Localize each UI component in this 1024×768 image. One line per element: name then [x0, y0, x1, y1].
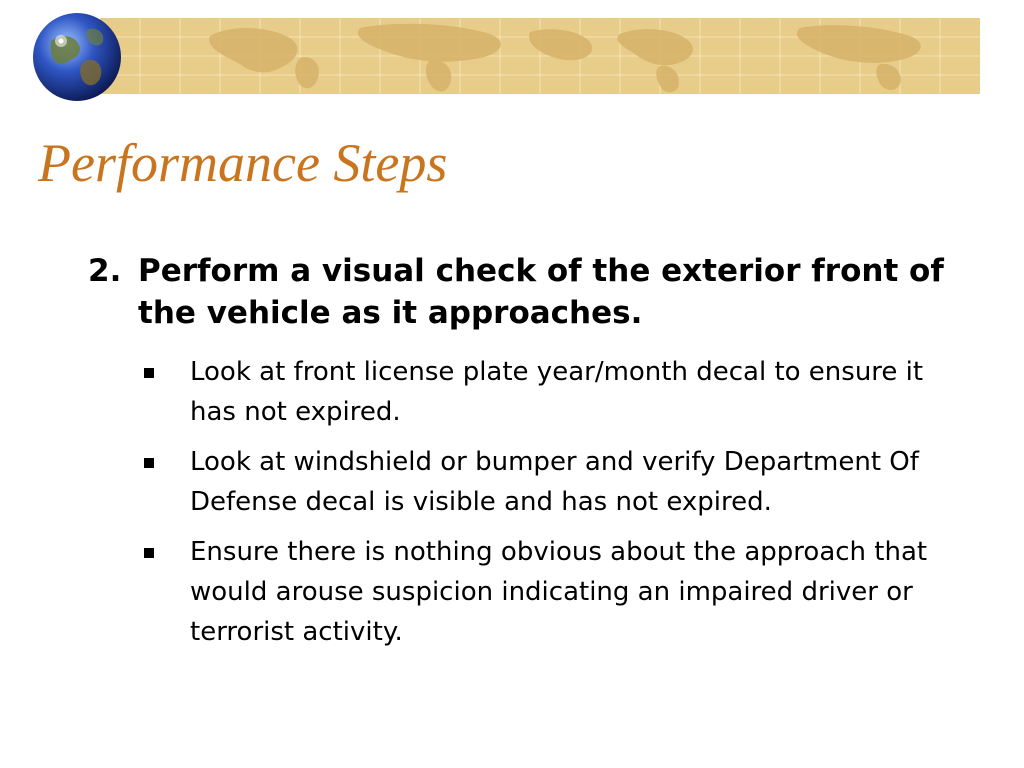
- square-bullet-icon: [140, 352, 190, 392]
- list-item: [140, 442, 940, 522]
- world-map-banner: [100, 18, 980, 94]
- square-bullet-icon: [140, 532, 190, 572]
- bullet-text: Ensure there is nothing obvious about the approach that would arouse suspicion indicating an impaired driver or terrorist activity.: [190, 537, 928, 647]
- step-text: Perform a visual check of the exterior front of the vehicle as it approaches.: [138, 253, 944, 331]
- slide-title: Performance Steps: [38, 133, 448, 193]
- bullet-list: [140, 352, 940, 662]
- globe-icon: [31, 11, 123, 103]
- list-item: [140, 532, 940, 652]
- bullet-text: Look at front license plate year/month decal to ensure it has not expired.: [190, 357, 924, 427]
- list-item: [140, 352, 940, 432]
- step-number: 2.: [88, 253, 122, 289]
- bullet-text: Look at windshield or bumper and verify Department Of Defense decal is visible and has not expired.: [190, 447, 919, 517]
- step-heading: [88, 250, 948, 334]
- square-bullet-icon: [140, 442, 190, 482]
